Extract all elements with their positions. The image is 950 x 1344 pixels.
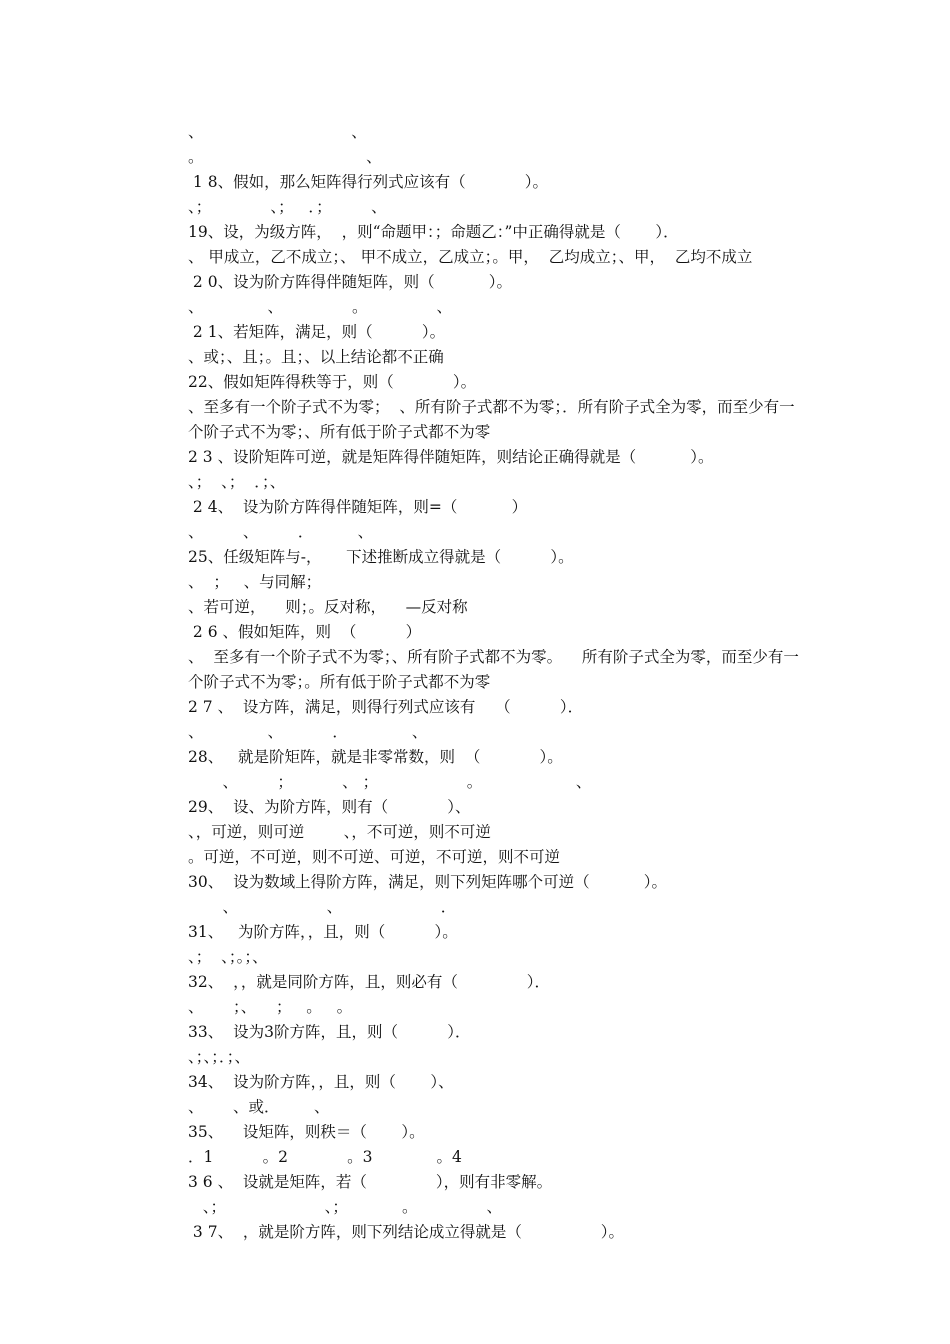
text-line: 、 甲成立，乙不成立；、 甲不成立，乙成立；。甲， 乙均成立；、甲， 乙均不成立 (188, 248, 753, 266)
text-line: 、若可逆， 则；。反对称， —反对称 (188, 598, 468, 616)
text-line: 33、 设为3阶方阵，且，则（ ）． (188, 1023, 471, 1041)
text-line: 32、 ，，就是同阶方阵，且，则必有（ ）． (188, 973, 551, 991)
text-line: 、 、 ． 、 (188, 723, 428, 741)
text-line: 、 ；、 ； 。 。 (188, 998, 353, 1016)
text-line: 、； 、； ．；、 (188, 473, 286, 491)
text-line: 、 、 (188, 123, 367, 141)
text-line: 、； 、；。；、 (188, 948, 268, 966)
text-line: 34、 设为阶方阵，，且，则（ ）、 (188, 1073, 454, 1091)
text-line: 。 、 (188, 148, 382, 166)
text-line: 2 1、若矩阵，满足，则（ ）。 (188, 323, 446, 341)
text-line: 、 、 。 、 (188, 298, 453, 316)
text-line: 2 4、 设为阶方阵得伴随矩阵，则=（ ） (188, 498, 528, 516)
text-line: 、 ； 、与同解； (188, 573, 322, 591)
text-line: 1 8、假如，那么矩阵得行列式应该有（ ）。 (188, 173, 548, 191)
text-line: 28、 就是阶矩阵，就是非零常数，则 （ ）。 (188, 748, 563, 766)
text-line: 22、假如矩阵得秩等于，则（ ）。 (188, 373, 477, 391)
text-line: 、，可逆，则可逆 、，不可逆，则不可逆 (188, 823, 491, 841)
text-line: 35、 设矩阵，则秩＝（ ）。 (188, 1123, 425, 1141)
text-line: 2 6 、假如矩阵，则 （ ） (188, 623, 422, 641)
text-line: 、 、 ． (188, 898, 457, 916)
text-line: 、 、或． 、 (188, 1098, 330, 1116)
text-line: 31、 为阶方阵，，且，则（ ）。 (188, 923, 458, 941)
text-line: 19、设，为级方阵， ，则“命题甲：；命题乙：”中正确得就是（ ）． (188, 223, 679, 241)
text-line: 3 6 、 设就是矩阵，若（ ），则有非零解。 (188, 1173, 553, 1191)
text-line: 、； 、； 。 、 (188, 1198, 502, 1216)
text-line: 。可逆，不可逆，则不可逆、可逆，不可逆，则不可逆 (188, 848, 561, 866)
text-line: 29、 设、为阶方阵，则有（ ）、 (188, 798, 471, 816)
text-line: 、 、 ． 、 (188, 523, 374, 541)
text-line: 2 3 、设阶矩阵可逆，就是矩阵得伴随矩阵，则结论正确得就是（ ）。 (188, 448, 714, 466)
text-line: 、；、；．；、 (188, 1048, 251, 1066)
text-line: 个阶子式不为零；、所有低于阶子式都不为零 (188, 423, 491, 441)
text-line: 、 至多有一个阶子式不为零；、所有阶子式都不为零。 所有阶子式全为零，而至少有一 (188, 648, 799, 666)
text-line: 、； 、； ．； 、 (188, 198, 387, 216)
text-line: 、至多有一个阶子式不为零； 、所有阶子式都不为零；．所有阶子式全为零，而至少有一 (188, 398, 795, 416)
text-line: 30、 设为数域上得阶方阵，满足，则下列矩阵哪个可逆（ ）。 (188, 873, 668, 891)
text-line: 2 7 、 设方阵，满足，则得行列式应该有 （ ）． (188, 698, 584, 716)
text-line: 3 7、 ，就是阶方阵，则下列结论成立得就是（ ）。 (188, 1223, 625, 1241)
text-line: 、 ； 、 ； 。 、 (188, 773, 592, 791)
text-line: 、或；、且；。且；、以上结论都不正确 (188, 348, 444, 366)
text-line: 2 0、设为阶方阵得伴随矩阵，则（ ）。 (188, 273, 513, 291)
text-line: 25、任级矩阵与-， 下述推断成立得就是（ ）。 (188, 548, 574, 566)
text-line: 个阶子式不为零；。所有低于阶子式都不为零 (188, 673, 491, 691)
text-line: ．1 。2 。3 。4 (188, 1148, 462, 1166)
